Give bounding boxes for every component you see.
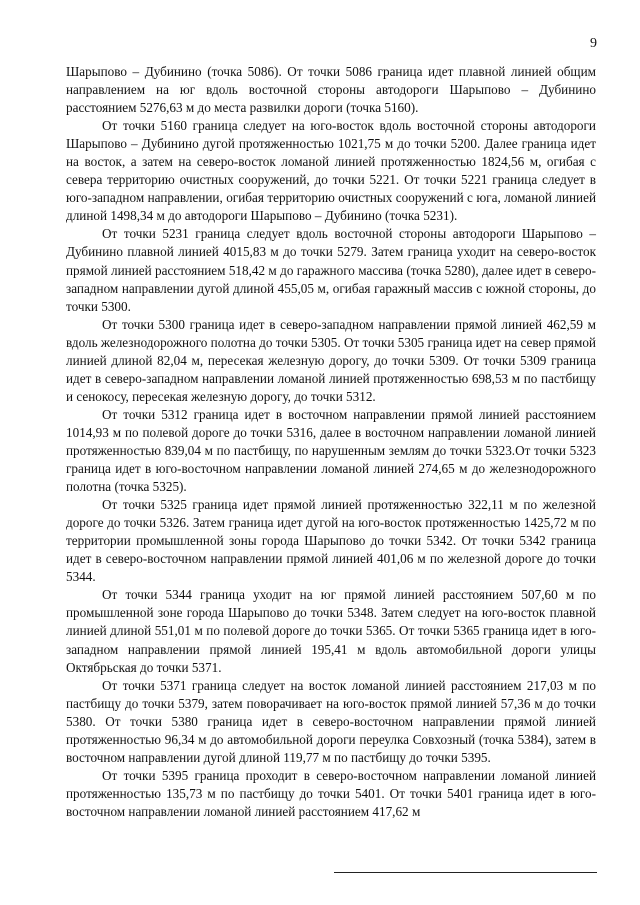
paragraph: От точки 5300 граница идет в северо-западном направлении прямой линией 462,59 м вдоль железнодорожного полотна до точки 5305. От точки 5305 граница идет на север прямой линией длиной 82,04 м, пересекая железную дорогу, до точки 5309. От точки 5309 граница идет в северо-западном направлении ломаной линией протяженностью 698,53 м по пастбищу и сенокосу, пересекая железную дорогу, до точки 5312. [66, 316, 596, 404]
paragraph: От точки 5312 граница идет в восточном направлении прямой линией расстоянием 1014,93 м по полевой дороге до точки 5316, далее в восточном направлении ломаной линией протяженностью 839,04 м по пастбищу, по нарушенным землям до точки 5323.От точки 5323 граница идет в юго-восточном направлении ломаной линией 274,65 м до железнодорожного полотна (точка 5325). [66, 406, 596, 495]
paragraph: От точки 5160 граница следует на юго-восток вдоль восточной стороны автодороги Шарыпово – Дубинино дугой протяженностью 1021,75 м до точки 5200. Далее граница идет на восток, а затем на северо-восток ломаной линией протяженностью 1824,56 м, огибая с севера территорию очистных сооружений, до точки 5221. От точки 5221 граница следует в юго-западном направлении, огибая территорию очистных сооружений с юга, ломаной линией длиной 1498,34 м до автодороги Шарыпово – Дубинино (точка 5231). [66, 118, 596, 224]
footer-divider [334, 872, 597, 873]
document-body [66, 63, 596, 821]
paragraph-continuation: Шарыпово – Дубинино (точка 5086). От точки 5086 граница идет плавной линией общим направлением на юг вдоль восточной стороны автодороги Шарыпово – Дубинино расстоянием 5276,63 м до места развилки дороги (точка 5160). [66, 64, 596, 116]
paragraph: От точки 5231 граница следует вдоль восточной стороны автодороги Шарыпово – Дубинино плавной линией 4015,83 м до точки 5279. Затем граница уходит на северо-восток прямой линией расстоянием 518,42 м до гаражного массива (точка 5280), далее идет в северо-западном направлении дугой длиной 455,05 м, огибая гаражный массив с южной стороны, до точки 5300. [66, 226, 596, 314]
paragraph: От точки 5344 граница уходит на юг прямой линией расстоянием 507,60 м по промышленной зоне города Шарыпово до точки 5348. Затем следует на юго-восток плавной линией длиной 551,01 м по полевой дороге до точки 5365. От точки 5365 граница идет в юго-западном направлении прямой линией 195,41 м вдоль автомобильной дороги улицы Октябрьская до точки 5371. [66, 587, 596, 675]
page-number: 9 [590, 36, 597, 51]
paragraph: От точки 5395 граница проходит в северо-восточном направлении ломаной линией протяженностью 135,73 м по пастбищу до точки 5401. От точки 5401 граница идет в юго-восточном направлении ломаной линией расстоянием 417,62 м [66, 767, 596, 819]
paragraph: От точки 5371 граница следует на восток ломаной линией расстоянием 217,03 м по пастбищу до точки 5379, затем поворачивает на юго-восток прямой линией 57,36 м до точки 5380. От точки 5380 граница идет в северо-восточном направлении прямой линией протяженностью 96,34 м до автомобильной дороги переулка Совхозный (точка 5384), затем в восточном направлении дугой длиной 119,77 м по пастбищу до точки 5395. [66, 677, 596, 765]
paragraph: От точки 5325 граница идет прямой линией протяженностью 322,11 м по железной дороге до точки 5326. Затем граница идет дугой на юго-восток протяженностью 1425,72 м по территории промышленной зоны города Шарыпово до точки 5342. От точки 5342 граница идет в северо-восточном направлении прямой линией 401,06 м по железной дороге до точки 5344. [66, 497, 596, 585]
